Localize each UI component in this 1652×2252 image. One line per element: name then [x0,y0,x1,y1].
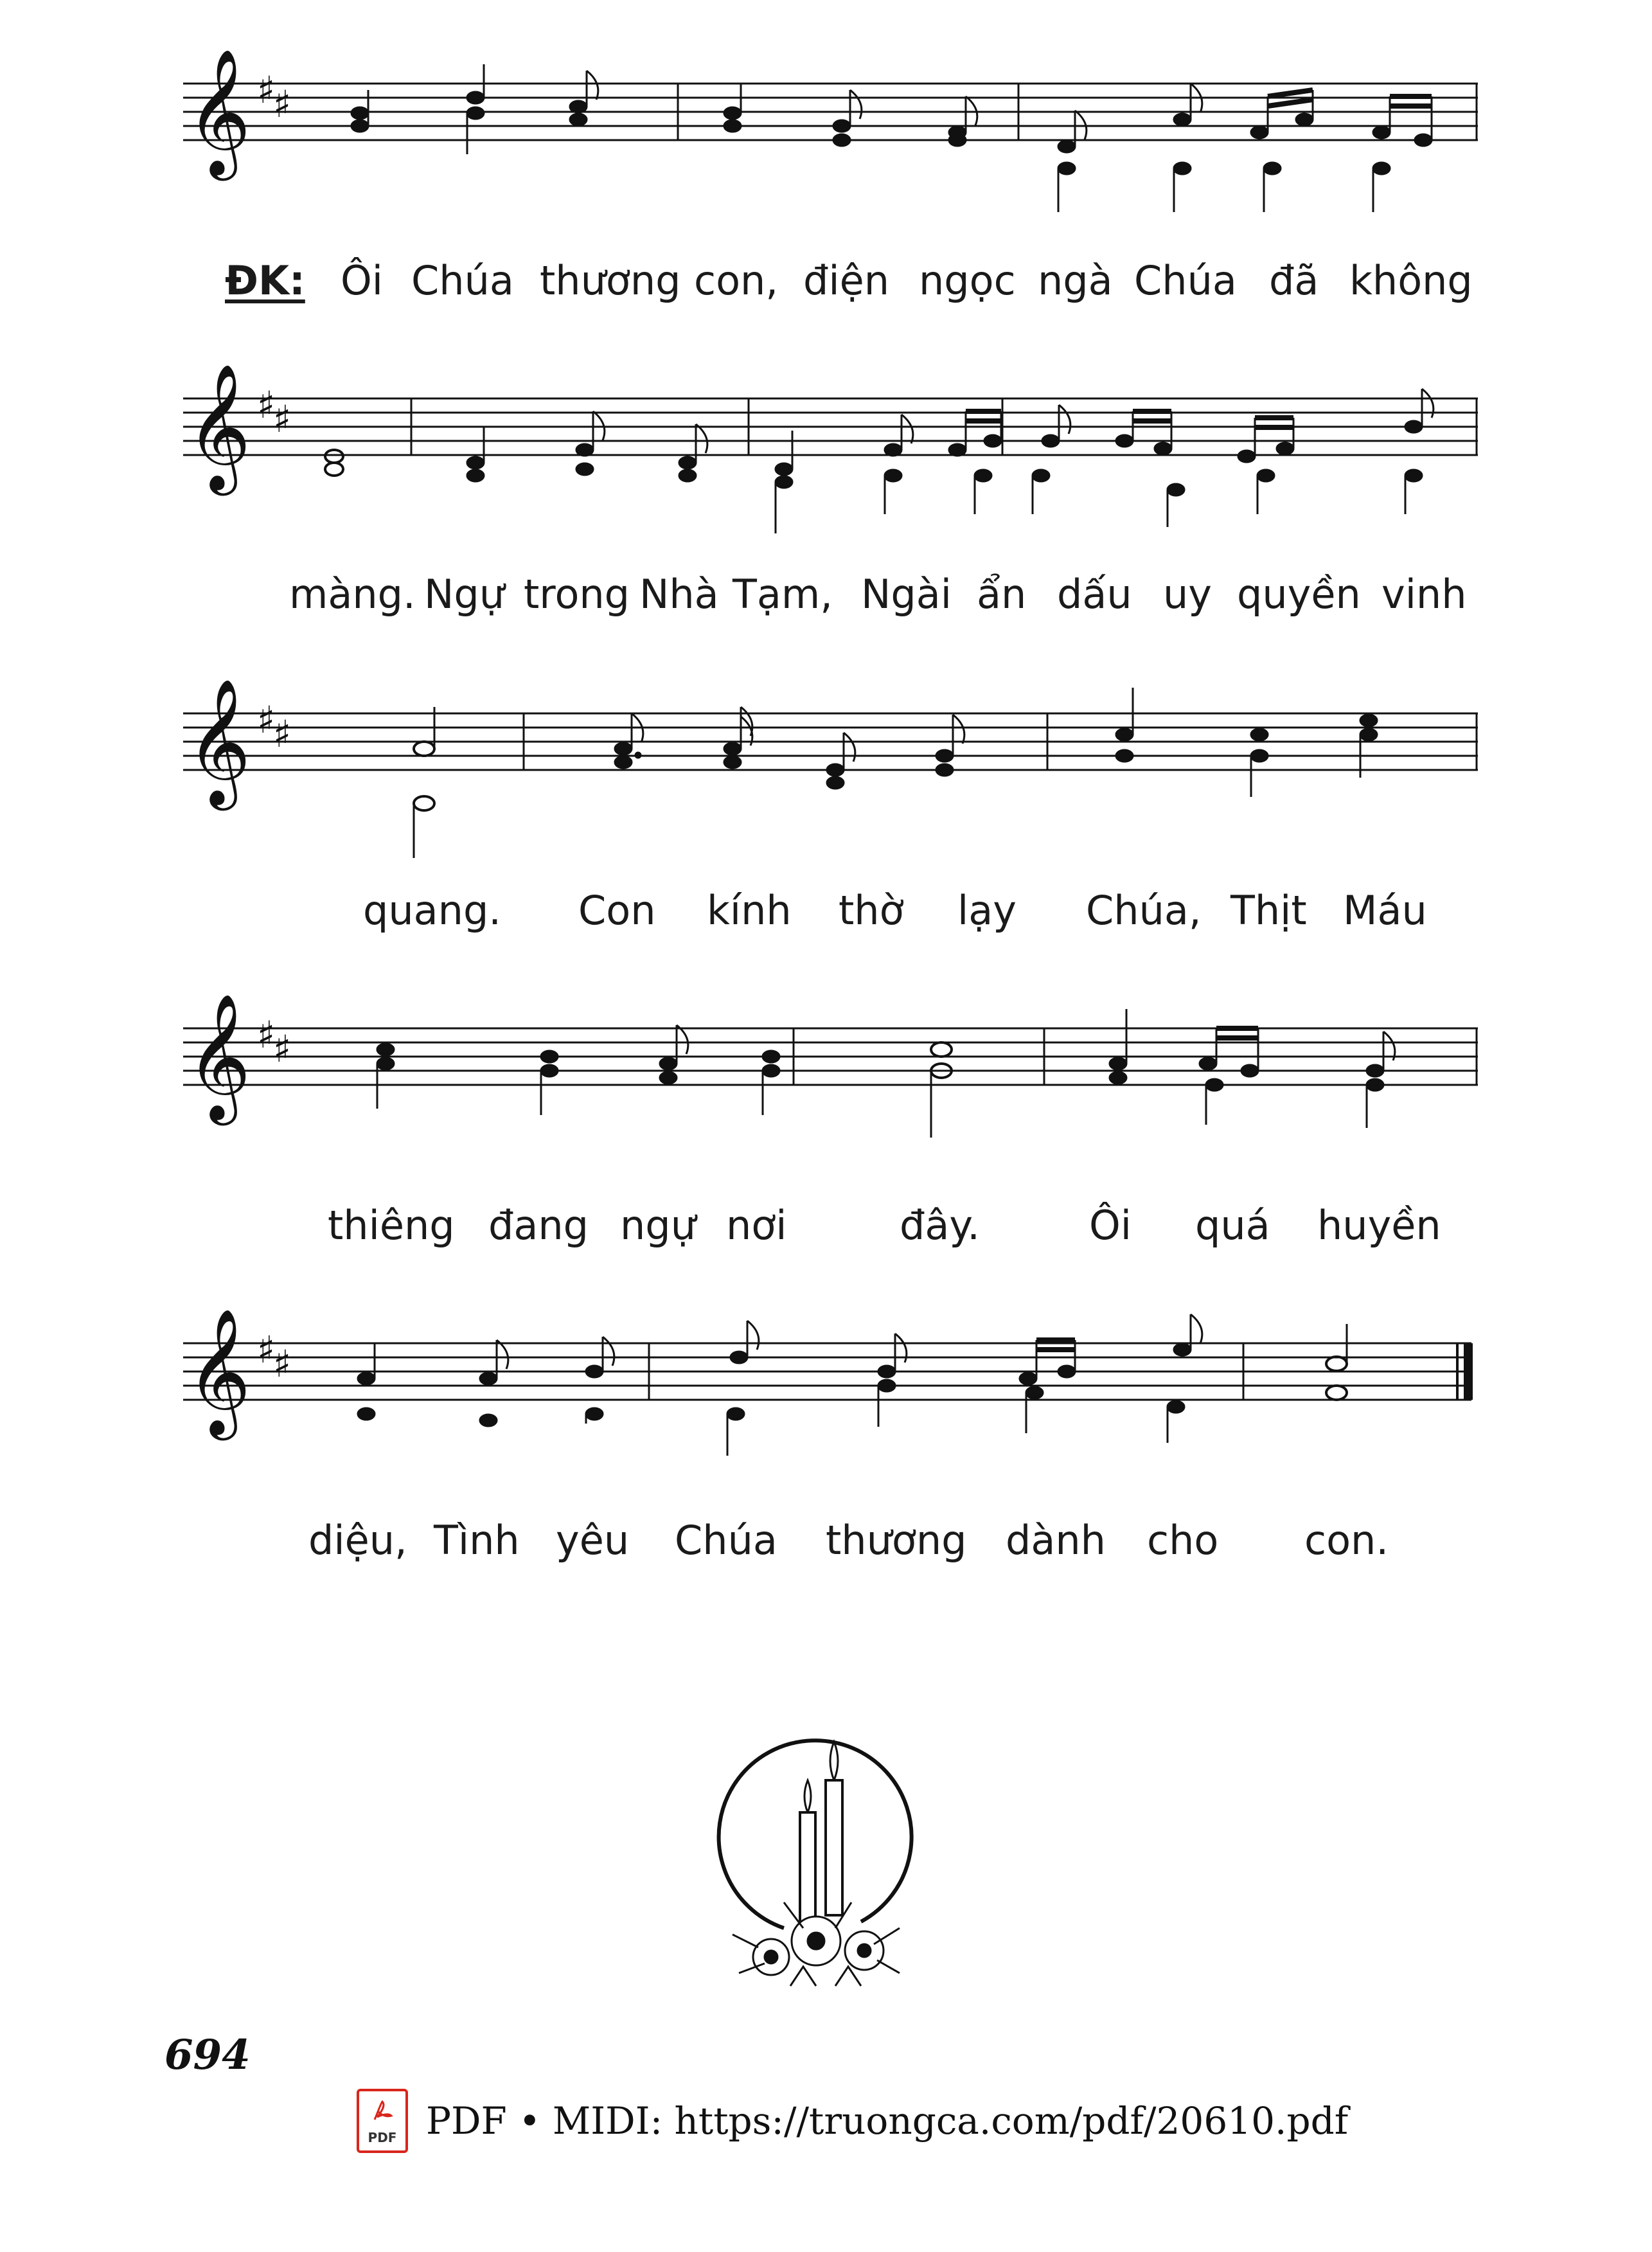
lyric-syllable: Tình [434,1517,520,1564]
lyric-syllable: Ôi [1089,1202,1132,1249]
candle-short [800,1812,815,1922]
sharp-f-icon: ♯ [257,698,276,742]
treble-clef-icon: 𝄞 [186,678,251,805]
candles-illustration [707,1710,925,2005]
sharp-f-icon: ♯ [257,383,276,427]
lyric-syllable: Thịt [1230,887,1307,934]
lyric-syllable: yêu [556,1517,630,1564]
lyric-syllable: Ngài [861,571,952,618]
lyric-syllable: con, [694,257,779,304]
lyric-syllable: ngà [1038,257,1113,304]
lyric-line-4 [0,1202,1652,1266]
treble-clef-icon: 𝄞 [186,363,251,490]
lyric-syllable: quyền [1237,571,1361,618]
chorus-label: ĐK: [225,257,305,304]
staff-system-4 [0,993,1652,1202]
lyric-syllable: đây. [900,1202,980,1249]
notes-system-2 [325,389,1434,533]
lyric-syllable: dành [1006,1517,1106,1564]
lyric-syllable: không [1349,257,1473,304]
final-barline [1464,1343,1473,1400]
lyric-syllable: Chúa, [1086,887,1202,934]
acrobat-swirl-icon [369,2098,395,2123]
lyric-syllable: quang. [363,887,502,934]
lyric-line-5 [0,1517,1652,1581]
treble-clef-icon: 𝄞 [186,993,251,1120]
lyric-syllable: diệu, [308,1517,407,1564]
lyric-syllable: Ôi [341,257,384,304]
flame-tall-icon [830,1742,838,1780]
lyric-syllable: trong [524,571,630,618]
notes-system-1 [351,64,1432,212]
lyric-syllable: Ngự [424,571,505,618]
lyric-syllable: điện [803,257,890,304]
lyric-syllable: màng. [289,571,416,618]
lyric-syllable: thương [826,1517,967,1564]
pdf-file-icon[interactable] [357,2089,408,2153]
footer [357,2086,1348,2156]
sharp-f-icon: ♯ [257,68,276,112]
treble-clef-icon: 𝄞 [186,48,251,175]
lyric-line-3 [0,887,1652,951]
staff-system-5 [0,1308,1652,1517]
lyric-syllable: lạy [957,887,1017,934]
sharp-c-icon: ♯ [273,82,292,126]
pdf-icon-label: PDF [368,2130,397,2145]
lyric-syllable: uy [1163,571,1212,618]
sharp-c-icon: ♯ [273,397,292,441]
staff-system-3 [0,678,1652,887]
lyric-syllable: Chúa [675,1517,777,1564]
lyric-syllable: vinh [1381,571,1467,618]
lyric-syllable: thương [540,257,681,304]
sharp-f-icon: ♯ [257,1328,276,1372]
lyric-syllable: Máu [1343,887,1427,934]
footer-link[interactable]: PDF • MIDI: https://truongca.com/pdf/20610.pdf [426,2099,1349,2143]
lyric-syllable: Con [578,887,656,934]
lyric-syllable: ngọc [919,257,1016,304]
lyric-syllable: ẩn [977,571,1027,618]
lyric-syllable: Tạm, [733,571,833,618]
lyric-syllable: đã [1269,257,1319,304]
flame-short-icon [804,1780,811,1812]
lyric-syllable: thiêng [328,1202,455,1249]
candle-tall [826,1780,842,1915]
staff-system-2 [0,363,1652,572]
sharp-c-icon: ♯ [273,1027,292,1071]
lyric-syllable: đang [488,1202,589,1249]
page-number: 694 [164,2031,251,2079]
sharp-c-icon: ♯ [273,1342,292,1386]
treble-clef-icon: 𝄞 [186,1308,251,1435]
lyric-syllable: huyền [1317,1202,1441,1249]
lyric-syllable: Chúa [1134,257,1237,304]
lyric-syllable: Chúa [411,257,514,304]
lyric-syllable: kính [707,887,792,934]
lyric-syllable: Nhà [639,571,719,618]
sharp-f-icon: ♯ [257,1013,276,1057]
staff-system-1 [0,48,1652,257]
sharp-c-icon: ♯ [273,712,292,756]
lyric-syllable: quá [1195,1202,1270,1249]
lyric-syllable: cho [1147,1517,1219,1564]
lyric-syllable: nơi [726,1202,787,1249]
lyric-syllable: con. [1304,1517,1389,1564]
lyric-line-2 [0,571,1652,635]
lyric-syllable: thờ [839,887,904,934]
lyric-syllable: dấu [1057,571,1132,618]
lyric-line-1 [0,257,1652,321]
lyric-syllable: ngự [620,1202,696,1249]
